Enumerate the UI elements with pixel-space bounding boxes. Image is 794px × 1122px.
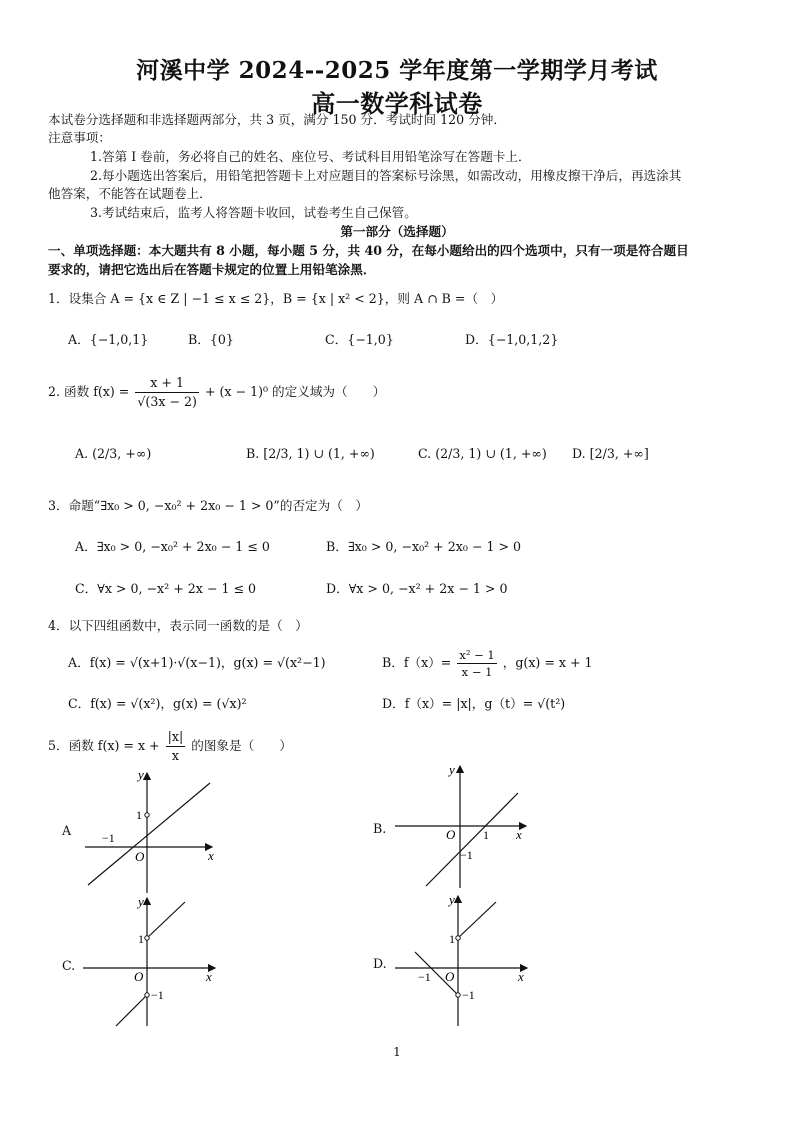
question-4-option-b-denominator: x − 1	[461, 665, 493, 679]
question-3-option-c: C．∀x > 0, −x² + 2x − 1 ≤ 0	[75, 581, 257, 596]
question-4-option-b-numerator: x² − 1	[459, 648, 495, 662]
graph-d-origin: O	[445, 969, 455, 984]
question-4-option-b-fraction	[457, 647, 496, 680]
graph-b-label: B.	[373, 821, 387, 836]
exam-subtitle: 高一数学科试卷	[311, 89, 483, 118]
graph-c-label: C.	[62, 958, 76, 973]
question-4-option-b-suffix: ，g(x) = x + 1	[502, 655, 593, 670]
graph-d-tick-minus-1: −1	[462, 988, 475, 1002]
question-2-prefix: 2. 函数 f(x) =	[48, 384, 130, 399]
graph-c-origin: O	[134, 969, 144, 984]
question-2-option-c	[418, 446, 547, 462]
question-2-option-a-label: A.	[75, 446, 89, 461]
question-2-option-a	[75, 446, 151, 462]
note-3: 3.考试结束后，监考人将答题卡收回，试卷考生自己保管。	[90, 205, 417, 220]
graph-d-point-bottom	[456, 993, 460, 997]
question-1-option-d: D．{−1,0,1,2}	[465, 332, 559, 347]
question-2-denominator: √(3x − 2)	[137, 394, 197, 409]
question-5-numerator: |x|	[166, 728, 186, 747]
part-title: 第一部分（选择题）	[340, 224, 454, 239]
graph-c	[80, 893, 220, 1028]
question-3-option-b: B．∃x₀ > 0, −x₀² + 2x₀ − 1 > 0	[326, 539, 522, 554]
section-heading-b: 要求的，请把它选出后在答题卡规定的位置上用铅笔涂黑．	[48, 262, 376, 277]
graph-d-tick-1: 1	[449, 932, 455, 946]
graph-b-y-label: y	[449, 762, 455, 777]
graph-a-tick-1: 1	[136, 808, 142, 822]
question-5-fraction	[166, 728, 186, 765]
graph-a-tick-minus-1: −1	[102, 831, 115, 845]
notes-title: 注意事项：	[48, 130, 111, 145]
question-2-option-b	[246, 446, 375, 462]
graph-b-line	[426, 793, 518, 886]
graph-c-y-label: y	[138, 894, 144, 909]
question-2-option-c-text: (2/3, 1) ∪ (1, +∞)	[435, 446, 547, 461]
graph-a-y-label: y	[138, 767, 144, 782]
graph-c-tick-minus-1: −1	[151, 988, 164, 1002]
note-2a: 2.每小题选出答案后，用铅笔把答题卡上对应题目的答案标号涂黑，如需改动，用橡皮擦干净后，再选涂其	[90, 168, 682, 183]
question-4-option-d: D．f（x）= |x|，g（t）= √(t²)	[382, 696, 566, 711]
question-4-stem: 4．以下四组函数中，表示同一函数的是（ ）	[48, 618, 308, 633]
question-5-prefix: 5．函数 f(x) = x +	[48, 738, 160, 753]
question-1-stem: 1．设集合 A = {x ∈ Z | −1 ≤ x ≤ 2}，B = {x | x² < 2}，则 A ∩ B =（ ）	[48, 291, 504, 306]
graph-d-point-top	[456, 936, 460, 940]
exam-title: 河溪中学 2024--2025 学年度第一学期学月考试	[136, 57, 658, 84]
graph-c-x-label: x	[206, 969, 212, 984]
question-2-option-c-label: C.	[418, 446, 432, 461]
note-1: 1.答第 I 卷前，务必将自己的姓名、座位号、考试科目用铅笔涂写在答题卡上．	[90, 149, 531, 164]
graph-b-x-label: x	[516, 827, 522, 842]
question-2-option-d	[572, 446, 649, 462]
question-4-option-a: A．f(x) = √(x+1)·√(x−1)，g(x) = √(x²−1)	[68, 655, 326, 670]
question-2-numerator: x + 1	[135, 374, 199, 393]
question-1-option-b: B．{0}	[188, 332, 234, 347]
question-4-option-c: C．f(x) = √(x²)，g(x) = (√x)²	[68, 696, 247, 711]
graph-c-tick-1: 1	[138, 932, 144, 946]
question-2-stem	[48, 374, 385, 411]
question-3-option-d: D．∀x > 0, −x² + 2x − 1 > 0	[326, 581, 508, 596]
question-3-option-a: A．∃x₀ > 0, −x₀² + 2x₀ − 1 ≤ 0	[75, 539, 270, 554]
note-2b: 他答案，不能答在试题卷上．	[48, 186, 212, 201]
question-4-option-b-prefix: B．f（x）=	[382, 655, 452, 670]
graph-d-label: D.	[373, 956, 387, 971]
intro-line: 本试卷分选择题和非选择题两部分，共 3 页，满分 150 分．考试时间 120 分钟．	[48, 112, 506, 127]
question-2-option-b-label: B.	[246, 446, 260, 461]
question-5-denominator: x	[171, 748, 179, 763]
question-5-suffix: 的图象是（ ）	[191, 738, 292, 753]
question-2-suffix: + (x − 1)⁰ 的定义域为（ ）	[204, 384, 386, 399]
graph-c-point-top	[145, 936, 149, 940]
question-1-option-a: A．{−1,0,1}	[68, 332, 149, 347]
graph-a	[80, 765, 220, 895]
graph-b	[392, 760, 532, 890]
graph-b-tick-minus-1: −1	[460, 848, 473, 862]
question-2-option-a-text: (2/3, +∞)	[92, 446, 152, 461]
graph-d-x-label: x	[518, 969, 524, 984]
page-number: 1	[393, 1045, 401, 1059]
graph-c-left-ray	[116, 995, 147, 1026]
graph-d-y-label: y	[449, 892, 455, 907]
question-3-stem: 3．命题“∃x₀ > 0, −x₀² + 2x₀ − 1 > 0”的否定为（ ）	[48, 498, 369, 513]
graph-a-origin: O	[135, 849, 145, 864]
graph-a-point	[145, 813, 149, 817]
graph-d-tick-x-minus-1: −1	[418, 970, 431, 984]
graph-c-right-ray	[147, 902, 185, 938]
graph-a-x-label: x	[208, 848, 214, 863]
graph-d	[392, 891, 532, 1028]
graph-b-tick-1: 1	[483, 828, 489, 842]
question-1-option-c: C．{−1,0}	[325, 332, 394, 347]
graph-a-label: A	[62, 823, 72, 838]
question-2-option-d-text: [2/3, +∞]	[589, 446, 649, 461]
section-heading-a: 一、单项选择题：本大题共有 8 小题，每小题 5 分，共 40 分，在每小题给出的四个选项中，只有一项是符合题目	[48, 243, 689, 258]
graph-b-origin: O	[446, 827, 456, 842]
question-5-stem	[48, 728, 292, 765]
question-2-option-d-label: D.	[572, 446, 586, 461]
graph-d-right-ray	[458, 902, 496, 938]
graph-c-point-bottom	[145, 993, 149, 997]
question-2-fraction	[135, 374, 199, 411]
question-4-option-b	[382, 647, 593, 680]
question-2-option-b-text: [2/3, 1) ∪ (1, +∞)	[263, 446, 375, 461]
